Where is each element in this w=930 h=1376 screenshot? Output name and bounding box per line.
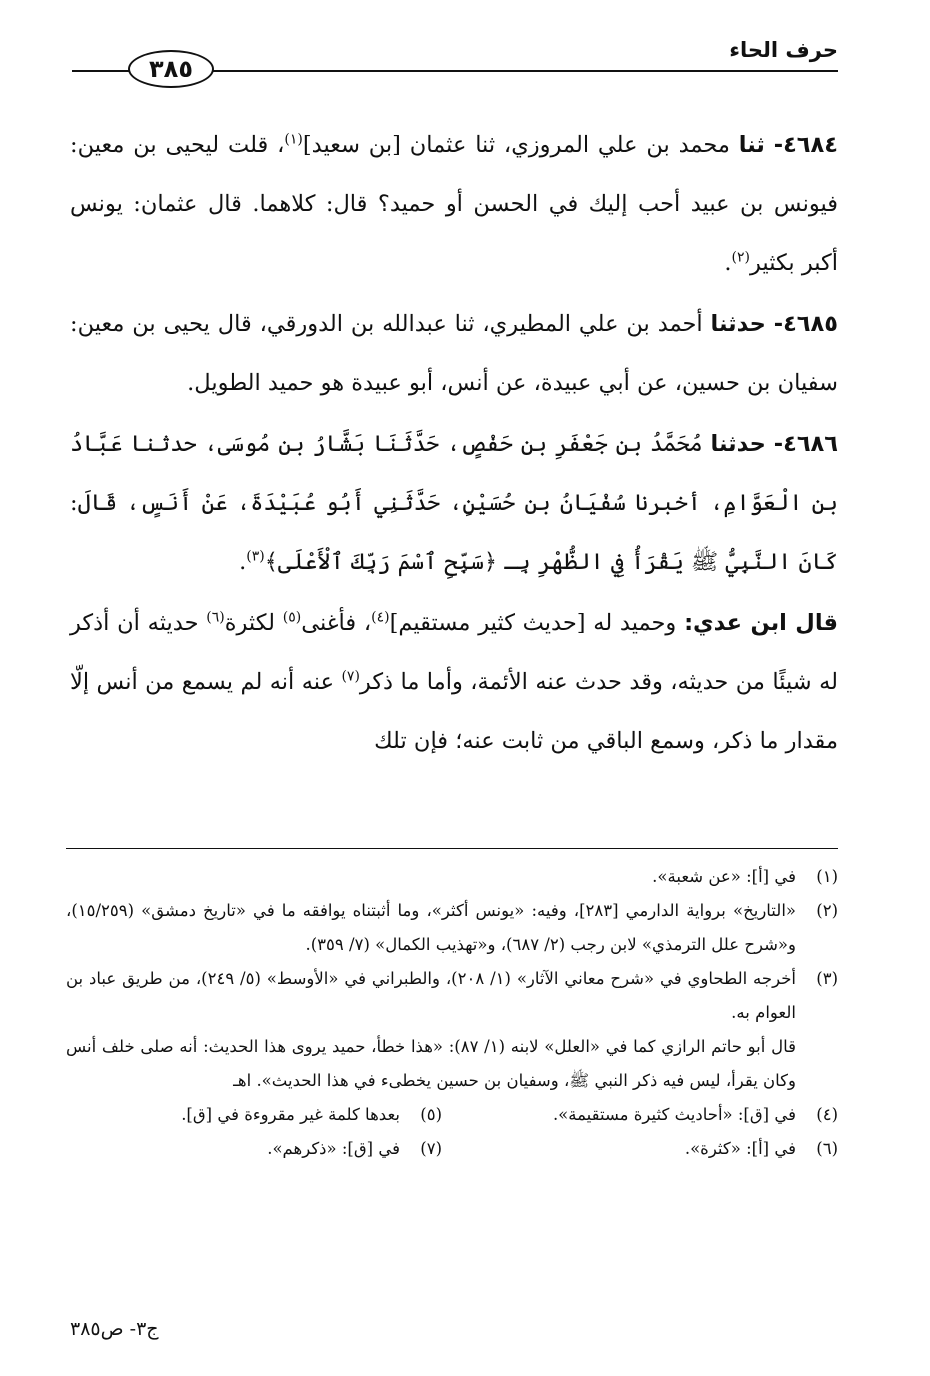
entry-4685 — [70, 295, 838, 413]
ibn-adi-label: قال ابن عدي: — [684, 610, 839, 636]
entry-text: ، قلت ليحيى بن معين: فيونس بن عبيد أحب إليك في الحسن أو حميد؟ قال: كلاهما. قال عثمان: يونس أكبر بكثير — [70, 132, 838, 276]
footnote-number: (٥) — [420, 1105, 442, 1124]
footnote-text: بعدها كلمة غير مقروءة في [ق]. — [181, 1105, 400, 1124]
entry-text: . — [239, 549, 247, 575]
footnote-text: «التاريخ» برواية الدارمي [٢٨٣]، وفيه: «يونس أكثر»، وما أثبتناه يوافقه ما في «تاريخ دمشق» (١٥/٢٥٩)، و«شرح علل الترمذي» لابن رجب (٢/ ٦٨٧)، و«تهذيب الكمال» (٧/ ٣٥٩). — [66, 901, 796, 954]
footnote-1 — [66, 860, 838, 894]
footnote-6 — [462, 1132, 838, 1166]
entry-text: محمد بن علي المروزي، ثنا عثمان [بن سعيد] — [302, 132, 730, 158]
footnote-ref[interactable]: (٦) — [206, 609, 225, 626]
footnote-ref[interactable]: (٧) — [341, 668, 360, 685]
entry-number: ٤٦٨٤- — [773, 132, 838, 158]
para-text: لكثرة — [224, 610, 283, 636]
running-title: حرف الحاء — [729, 38, 838, 62]
entry-number: ٤٦٨٥- — [773, 311, 838, 337]
ibn-adi-paragraph — [70, 594, 838, 771]
footnotes — [66, 860, 838, 1166]
para-text: وحميد له [حديث كثير مستقيم] — [389, 610, 677, 636]
footnote-3 — [66, 962, 838, 1030]
footnote-number: (٦) — [816, 1139, 838, 1158]
entry-text: . — [724, 250, 732, 276]
footnote-ref[interactable]: (٤) — [371, 609, 390, 626]
footnote-7 — [66, 1132, 442, 1166]
entry-4686 — [70, 415, 838, 592]
footnote-number: (٤) — [816, 1105, 838, 1124]
page-number-oval — [128, 50, 214, 88]
para-text: عنه أنه لم يسمع من أنس إلّا مقدار ما ذكر، وسمع الباقي من ثابت عنه؛ فإن تلك — [70, 669, 838, 754]
entry-text: أحمد بن علي المطيري، ثنا عبدالله بن الدورقي، قال يحيى بن معين: سفيان بن حسين، عن أبي عبيدة، عن أنس، أبو عبيدة هو حميد الطويل. — [70, 311, 838, 396]
footnote-ref[interactable]: (٣) — [246, 548, 265, 565]
footnote-text: في [ق]: «ذكرهم». — [267, 1139, 400, 1158]
footnote-number: (١) — [816, 867, 838, 886]
entry-keyword: ثنا — [738, 132, 765, 158]
footnote-4 — [462, 1098, 838, 1132]
footnote-text: في [ق]: «أحاديث كثيرة مستقيمة». — [552, 1105, 796, 1124]
footnote-separator — [66, 848, 838, 849]
footnote-3-continuation: قال أبو حاتم الرازي كما في «العلل» لابنه (١/ ٨٧): «هذا خطأ، حميد يروى هذا الحديث: أنه صلى خلف أنس وكان يقرأ، ليس فيه ذكر النبي ﷺ، وسفيان بن حسين يخطىء في هذا الحديث». اهـ — [66, 1037, 796, 1090]
entry-keyword: حدثنا — [710, 311, 766, 337]
footnote-number: (٢) — [816, 901, 838, 920]
entry-keyword: حدثنا — [710, 431, 766, 457]
footnote-number: (٣) — [816, 969, 838, 988]
footnotes-short-grid — [66, 1098, 838, 1166]
entry-text: مُحَمَّدُ بن جَعْفَرِ بن حَفْصٍ، حَدَّثَنَا بَشَّارُ بن مُوسَى، حدثنا عَبَّادُ بن الْعَوَّامِ، أخبرنا سُفْيَانُ بن حُسَيْنٍ، حَدَّثَنِي أَبُو عُبَيْدَةَ، عَنْ أَنَسٍ، قَالَ: كَانَ النَّبِيُّ ﷺ يَقْرَأُ فِي الظُّهْرِ بِـ ﴿سَبِّحِ ٱسْمَ رَبِّكَ ٱلْأَعْلَى﴾ — [70, 431, 838, 575]
footnote-2 — [66, 894, 838, 962]
footnote-ref[interactable]: (٢) — [731, 249, 750, 266]
footnote-text: في [أ]: «عن شعبة». — [652, 867, 796, 886]
main-text — [70, 116, 838, 771]
page-number: ٣٨٥ — [149, 55, 193, 83]
volume-page-reference: ج٣- ص٣٨٥ — [70, 1318, 159, 1340]
footnote-ref[interactable]: (٥) — [282, 609, 302, 626]
footnote-5 — [66, 1098, 442, 1132]
footnote-ref[interactable]: (١) — [284, 131, 303, 148]
para-text: حديثه أن أذكر له شيئًا من حديثه، وقد حدث عنه الأئمة، وأما ما ذكر — [70, 610, 838, 695]
footnote-text: في [أ]: «كثرة». — [684, 1139, 796, 1158]
entry-4684 — [70, 116, 838, 293]
para-text: ، فأغنى — [301, 610, 372, 636]
footnote-text: أخرجه الطحاوي في «شرح معاني الآثار» (١/ ٢٠٨)، والطبراني في «الأوسط» (٥/ ٢٤٩)، من طريق عباد بن العوام به. — [66, 969, 796, 1022]
entry-number: ٤٦٨٦- — [773, 431, 839, 457]
footnote-number: (٧) — [420, 1139, 442, 1158]
